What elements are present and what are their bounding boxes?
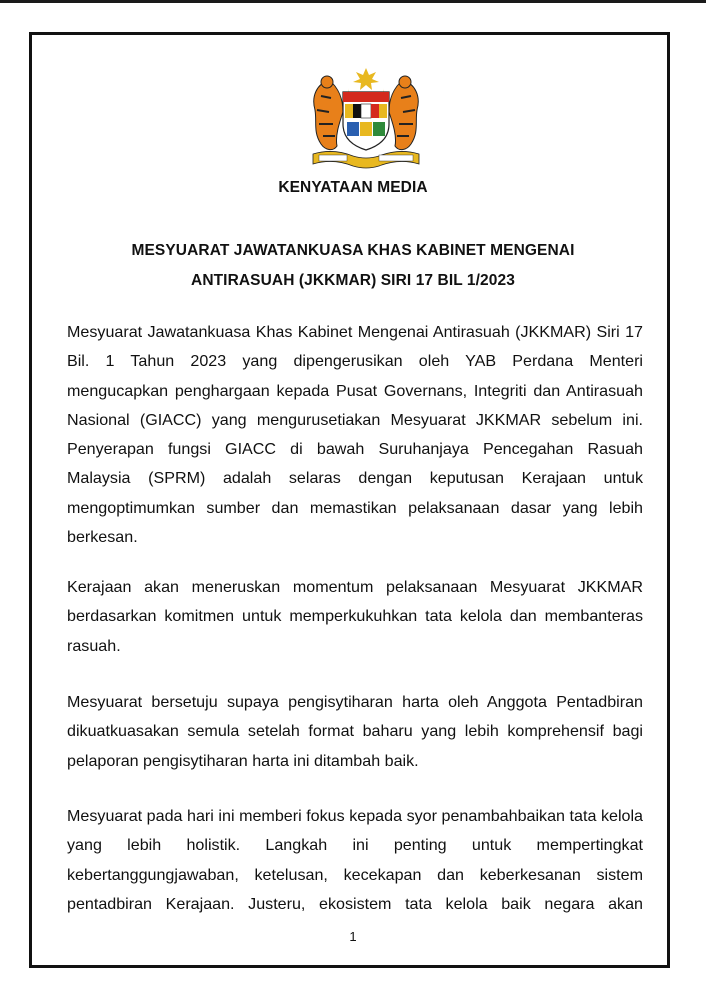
page-number: 1 [349,929,357,944]
paragraph-2: Kerajaan akan meneruskan momentum pelaksanaan Mesyuarat JKKMAR berdasarkan komitmen untuk memperkukuhkan tata kelola dan membanteras rasuah. [67,578,643,655]
document-subtitle [60,236,646,296]
malaysia-coat-of-arms-icon [293,66,439,172]
subtitle-line-1: MESYUARAT JAWATANKUASA KHAS KABINET MENGENAI [131,242,575,259]
subtitle-line-2: ANTIRASUAH (JKKMAR) SIRI 17 BIL 1/2023 [191,272,515,289]
document-title: KENYATAAN MEDIA [278,179,428,196]
left-tiger-icon [314,76,343,150]
top-edge-rule [0,0,706,3]
paragraph-4: Mesyuarat pada hari ini memberi fokus kepada syor penambahbaikan tata kelola yang lebih holistik. Langkah ini penting untuk mempertingkat kebertanggungjawaban, ketelusan, kecekapan dan keberkesanan sistem pentadbiran Kerajaan. Justeru, ekosistem tata kelola baik negara akan [67,807,643,913]
paragraph-3: Mesyuarat bersetuju supaya pengisytiharan harta oleh Anggota Pentadbiran dikuatkuasakan semula setelah format baharu yang lebih komprehensif bagi pelaporan pengisytiharan harta ini ditambah baik. [67,693,643,770]
paragraph-1: Mesyuarat Jawatankuasa Khas Kabinet Mengenai Antirasuah (JKKMAR) Siri 17 Bil. 1 Tahun 2023 yang dipengerusikan oleh YAB Perdana Menteri mengucapkan penghargaan kepada Pusat Governans, Integriti dan Antirasuah Nasional (GIACC) yang mengurusetiakan Mesyuarat JKKMAR sebelum ini. Penyerapan fungsi GIACC di bawah Suruhanjaya Pencegahan Rasuah Malaysia (SPRM) adalah selaras dengan keputusan Kerajaan untuk mengoptimumkan sumber dan memastikan pelaksanaan dasar yang lebih berkesan. [67,323,643,547]
shield-icon [343,92,389,150]
right-tiger-icon [389,76,418,150]
